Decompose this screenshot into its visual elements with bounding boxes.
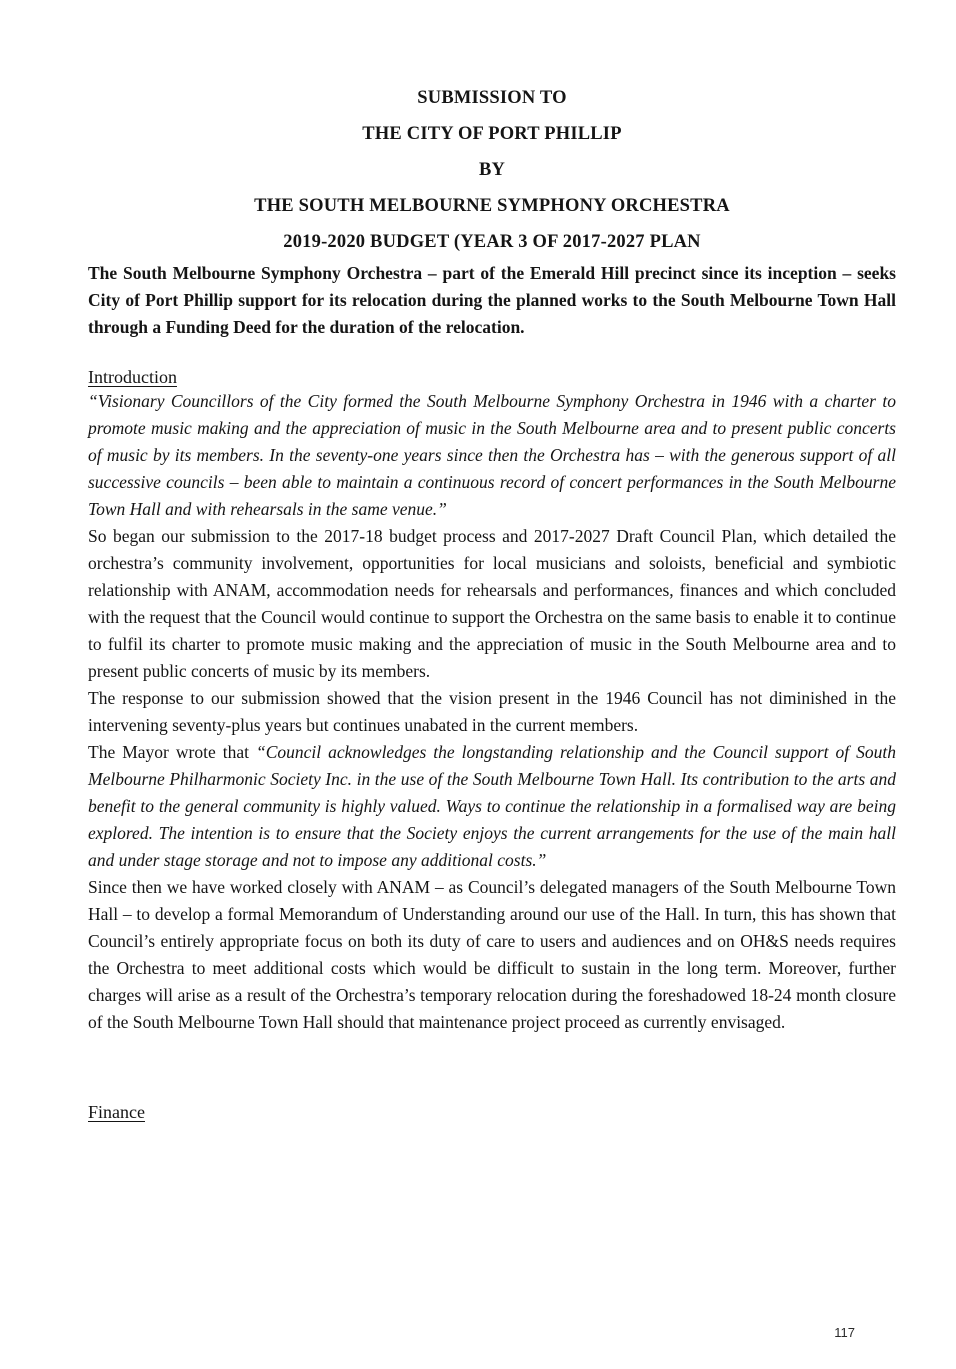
introduction-heading: Introduction — [88, 367, 177, 387]
paragraph-so-began: So began our submission to the 2017-18 budget process and 2017-2027 Draft Council Plan, which detailed the orchestra’s community involvement, opportunities for local musicians and soloists, beneficial and symbiotic relationship with ANAM, accommodation needs for rehearsals and performances, finances and which concluded with the request that the Council would continue to support the Orchestra on the same basis to enable it to continue to fulfil its charter to promote music making and the appreciation of music in the South Melbourne area and to present public concerts of music by its members. — [88, 526, 896, 681]
lead-paragraph: The South Melbourne Symphony Orchestra – part of the Emerald Hill precinct since its inception – seeks City of Port Phillip support for its relocation during the planned works to the South Melbourne Town Hall through a Funding Deed for the duration of the relocation. — [88, 263, 896, 337]
paragraph-response: The response to our submission showed that the vision present in the 1946 Council has not diminished in the intervening seventy-plus years but continues unabated in the current members. — [88, 688, 896, 735]
page-content — [88, 0, 896, 1123]
paragraph-quote-1946: “Visionary Councillors of the City formed the South Melbourne Symphony Orchestra in 1946 with a charter to promote music making and the appreciation of music in the South Melbourne area and to present public concerts of music by its members. In the seventy-one years since then the Orchestra has – with the generous support of all successive councils – been able to maintain a continuous record of concert performances in the South Melbourne Town Hall and with rehearsals in the same venue.” — [88, 391, 896, 519]
finance-heading: Finance — [88, 1102, 145, 1122]
mayor-lead-text: The Mayor wrote that — [88, 742, 256, 762]
title-line-city: THE CITY OF PORT PHILLIP — [362, 124, 622, 144]
title-line-submission-to: SUBMISSION TO — [417, 88, 567, 108]
title-line-orchestra: THE SOUTH MELBOURNE SYMPHONY ORCHESTRA — [254, 196, 730, 216]
title-block — [88, 80, 896, 260]
mayor-quote-text: “Council acknowledges the longstanding relationship and the Council support of South Melbourne Philharmonic Society Inc. in the use of the South Melbourne Town Hall. Its contribution to the arts and benefit to the general community is highly valued. Ways to continue the relationship in a formalised way are being explored. The intention is to ensure that the Society enjoys the current arrangements for the use of the main hall and under stage storage and not to impose any additional costs.” — [88, 742, 897, 870]
title-line-by: BY — [478, 160, 506, 180]
title-line-budget: 2019-2020 BUDGET (YEAR 3 OF 2017-2027 PLAN — [283, 232, 701, 252]
paragraph-mayor — [88, 739, 896, 874]
page-number: 117 — [834, 1325, 855, 1340]
paragraph-since-then: Since then we have worked closely with ANAM – as Council’s delegated managers of the South Melbourne Town Hall – to develop a formal Memorandum of Understanding around our use of the Hall. In turn, this has shown that Council’s entirely appropriate focus on both its duty of care to users and audiences and on OH&S needs requires the Orchestra to meet additional costs which would be difficult to sustain in the long term. Moreover, further charges will arise as a result of the Orchestra’s temporary relocation during the foreshadowed 18-24 month closure of the South Melbourne Town Hall should that maintenance project proceed as currently envisaged. — [88, 877, 896, 1032]
